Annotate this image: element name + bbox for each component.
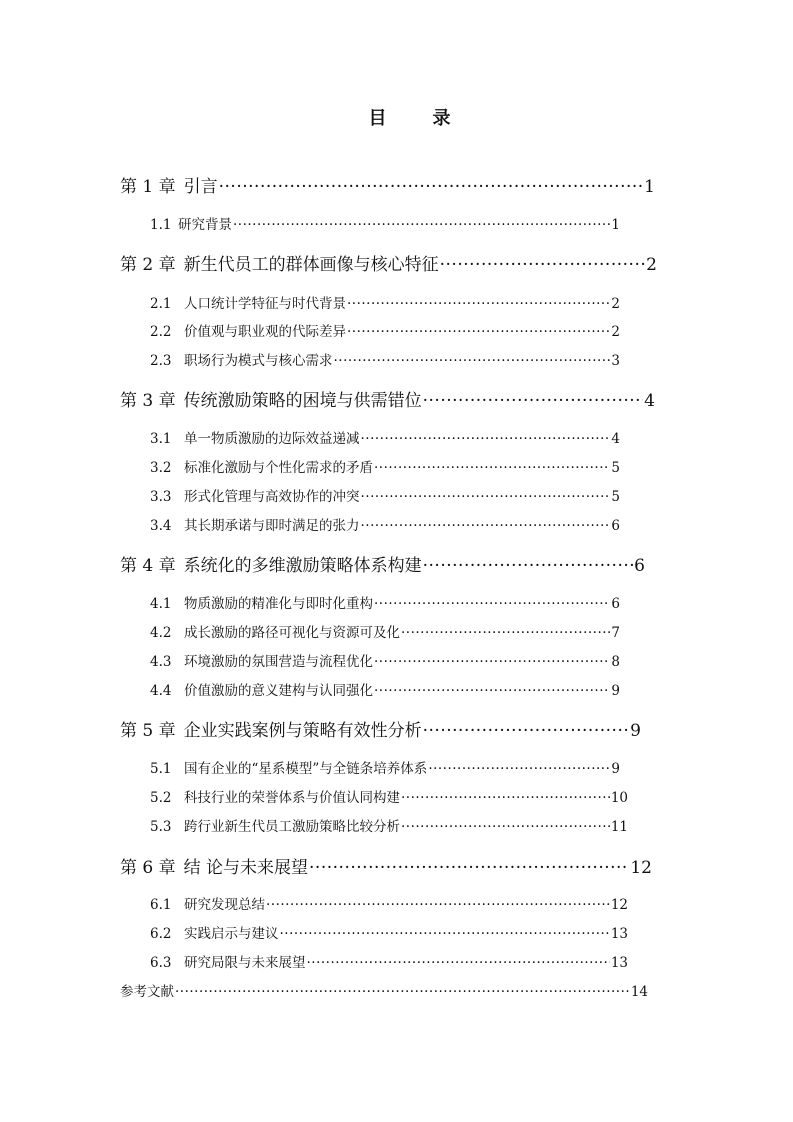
dot-leader: [374, 654, 610, 670]
toc-page-number: 2: [611, 296, 620, 312]
toc-entry-label: 标准化激励与个性化需求的矛盾: [184, 460, 373, 476]
toc-entry-label: 实践启示与建议: [184, 926, 279, 942]
toc-entry-title: [120, 551, 422, 576]
toc-entry-number: 4.4: [150, 683, 172, 699]
toc-page-number: 12: [630, 858, 652, 878]
toc-page-number: 5: [611, 489, 620, 505]
toc-entry-title: [150, 456, 373, 476]
toc-entry-label: 职场行为模式与核心需求: [184, 353, 333, 369]
toc-page-number: 8: [611, 654, 620, 670]
toc-section-entry[interactable]: [150, 757, 620, 777]
dot-leader: [423, 556, 634, 576]
dot-leader: [361, 431, 611, 447]
toc-entry-label: 研究背景: [178, 217, 232, 233]
toc-page-number: 2: [611, 324, 620, 340]
toc-page-number: 4: [644, 391, 655, 411]
toc-entry-label: 研究局限与未来展望: [184, 955, 306, 971]
toc-chapter-entry[interactable]: [120, 853, 652, 878]
toc-entry-label: 企业实践案例与策略有效性分析: [183, 721, 422, 741]
toc-section-entry[interactable]: [150, 679, 620, 699]
toc-entry-label: 形式化管理与高效协作的冲突: [184, 489, 360, 505]
toc-entry-number: 2.3: [150, 353, 172, 369]
toc-page-number: 6: [611, 596, 620, 612]
dot-leader: [374, 460, 610, 476]
dot-leader: [175, 984, 630, 1000]
toc-entry-number: 5.3: [150, 819, 172, 835]
toc-entry-number: 3.2: [150, 460, 172, 476]
toc-page-number: 6: [611, 518, 620, 534]
toc-page-number: 1: [611, 217, 620, 233]
toc-entry-title: [150, 757, 427, 777]
toc-chapter-entry[interactable]: [120, 716, 641, 741]
toc-entry-label: 其长期承诺与即时满足的张力: [184, 518, 360, 534]
toc-entry-number: 5.1: [150, 761, 172, 777]
dot-leader: [428, 761, 610, 777]
toc-section-entry[interactable]: [150, 349, 620, 369]
toc-section-entry[interactable]: [150, 621, 620, 641]
toc-entry-title: [150, 679, 373, 699]
dot-leader: [440, 255, 646, 275]
toc-entry-number: 4.2: [150, 625, 172, 641]
toc-entry-label: 参考文献: [120, 984, 174, 1000]
toc-references-entry[interactable]: [120, 980, 648, 1000]
toc-entry-title: [150, 951, 306, 971]
toc-section-entry[interactable]: [150, 456, 620, 476]
dot-leader: [347, 296, 610, 312]
dot-leader: [374, 596, 610, 612]
toc-entry-title: [150, 485, 360, 505]
toc-entry-label: 价值观与职业观的代际差异: [184, 324, 346, 340]
toc-entry-label: 跨行业新生代员工激励策略比较分析: [184, 819, 400, 835]
toc-page-number: 5: [611, 460, 620, 476]
toc-entry-title: [150, 213, 232, 233]
dot-leader: [374, 683, 610, 699]
dot-leader: [361, 489, 611, 505]
dot-leader: [401, 790, 610, 806]
toc-section-entry[interactable]: [150, 514, 620, 534]
toc-page-number: 1: [644, 177, 655, 197]
dot-leader: [307, 955, 610, 971]
toc-section-entry[interactable]: [150, 815, 628, 835]
toc-entry-label: 人口统计学特征与时代背景: [184, 296, 346, 312]
toc-entry-title: [150, 514, 360, 534]
toc-entry-number: 第 1 章: [120, 177, 176, 197]
toc-page-number: 9: [630, 721, 641, 741]
toc-entry-title: [120, 172, 218, 197]
dot-leader: [347, 324, 610, 340]
toc-entry-number: 3.4: [150, 518, 172, 534]
toc-entry-number: 5.2: [150, 790, 172, 806]
toc-entry-title: [120, 716, 422, 741]
dot-leader: [361, 518, 611, 534]
dot-leader: [401, 625, 610, 641]
toc-section-entry[interactable]: [150, 320, 620, 340]
toc-entry-label: 传统激励策略的困境与供需错位: [183, 391, 422, 411]
toc-entry-number: 2.1: [150, 296, 172, 312]
toc-entry-number: 1.1: [150, 217, 172, 233]
toc-entry-number: 第 6 章: [120, 858, 176, 878]
toc-entry-title: [120, 250, 439, 275]
toc-entry-number: 3.1: [150, 431, 172, 447]
dot-leader: [280, 926, 610, 942]
dot-leader: [401, 819, 610, 835]
toc-entry-number: 第 5 章: [120, 721, 176, 741]
toc-entry-number: 6.1: [150, 897, 172, 913]
toc-entry-label: 成长激励的路径可视化与资源可及化: [184, 625, 400, 641]
dot-leader: [334, 353, 611, 369]
toc-entry-number: 6.2: [150, 926, 172, 942]
toc-section-entry[interactable]: [150, 485, 620, 505]
toc-entry-title: [150, 427, 360, 447]
toc-entry-label: 结 论与未来展望: [183, 858, 309, 878]
toc-entry-title: [150, 815, 400, 835]
toc-page-number: 13: [610, 955, 628, 971]
toc-entry-title: [150, 621, 400, 641]
toc-page-number: 9: [611, 683, 620, 699]
toc-page-number: 4: [611, 431, 620, 447]
toc-entry-label: 价值激励的意义建构与认同强化: [184, 683, 373, 699]
toc-section-entry[interactable]: [150, 292, 620, 312]
toc-entry-number: 6.3: [150, 955, 172, 971]
dot-leader: [219, 177, 644, 197]
toc-section-entry[interactable]: [150, 592, 620, 612]
toc-entry-title: [150, 592, 373, 612]
toc-entry-label: 物质激励的精准化与即时化重构: [184, 596, 373, 612]
toc-entry-label: 研究发现总结: [184, 897, 265, 913]
toc-chapter-entry[interactable]: [120, 551, 645, 576]
toc-entry-title: [120, 980, 174, 1000]
toc-entry-label: 系统化的多维激励策略体系构建: [183, 556, 422, 576]
toc-section-entry[interactable]: [150, 951, 628, 971]
toc-entry-label: 科技行业的荣誉体系与价值认同构建: [184, 790, 400, 806]
toc-page-number: 3: [611, 353, 620, 369]
toc-chapter-entry[interactable]: [120, 386, 655, 411]
toc-entry-title: [120, 386, 422, 411]
toc-entry-number: 第 4 章: [120, 556, 176, 576]
toc-entry-title: [150, 292, 346, 312]
dot-leader: [309, 858, 629, 878]
toc-entry-title: [150, 893, 265, 913]
toc-section-entry[interactable]: [150, 427, 620, 447]
toc-section-entry[interactable]: [150, 650, 620, 670]
toc-page-number: 11: [610, 819, 628, 835]
toc-section-entry[interactable]: [150, 922, 628, 942]
toc-entry-label: 单一物质激励的边际效益递减: [184, 431, 360, 447]
toc-entry-number: 4.3: [150, 654, 172, 670]
toc-entry-title: [150, 650, 373, 670]
toc-entry-number: 3.3: [150, 489, 172, 505]
toc-page-number: 6: [634, 556, 645, 576]
toc-section-entry[interactable]: [150, 213, 620, 233]
toc-title: 目 录: [368, 108, 465, 129]
toc-entry-label: 环境激励的氛围营造与流程优化: [184, 654, 373, 670]
toc-page-number: 14: [630, 984, 648, 1000]
toc-entry-label: 国有企业的“星系模型”与全链条培养体系: [184, 761, 428, 777]
toc-page-number: 2: [646, 255, 657, 275]
toc-entry-number: 4.1: [150, 596, 172, 612]
toc-page-number: 12: [610, 897, 628, 913]
toc-chapter-entry[interactable]: [120, 250, 657, 275]
toc-entry-title: [150, 349, 333, 369]
toc-entry-title: [150, 786, 400, 806]
toc-entry-title: [150, 922, 279, 942]
toc-section-entry[interactable]: [150, 786, 628, 806]
toc-entry-title: [150, 320, 346, 340]
dot-leader: [423, 721, 630, 741]
toc-page-number: 13: [610, 926, 628, 942]
toc-entry-label: 新生代员工的群体画像与核心特征: [183, 255, 439, 275]
toc-page-number: 9: [611, 761, 620, 777]
toc-page-number: 7: [611, 625, 620, 641]
dot-leader: [233, 217, 610, 233]
toc-section-entry[interactable]: [150, 893, 628, 913]
toc-entry-label: 引言: [183, 177, 218, 197]
dot-leader: [423, 391, 644, 411]
toc-page-number: 10: [610, 790, 628, 806]
toc-chapter-entry[interactable]: [120, 172, 655, 197]
toc-entry-title: [120, 853, 308, 878]
dot-leader: [266, 897, 610, 913]
toc-entry-number: 第 2 章: [120, 255, 176, 275]
toc-entry-number: 2.2: [150, 324, 172, 340]
toc-entry-number: 第 3 章: [120, 391, 176, 411]
